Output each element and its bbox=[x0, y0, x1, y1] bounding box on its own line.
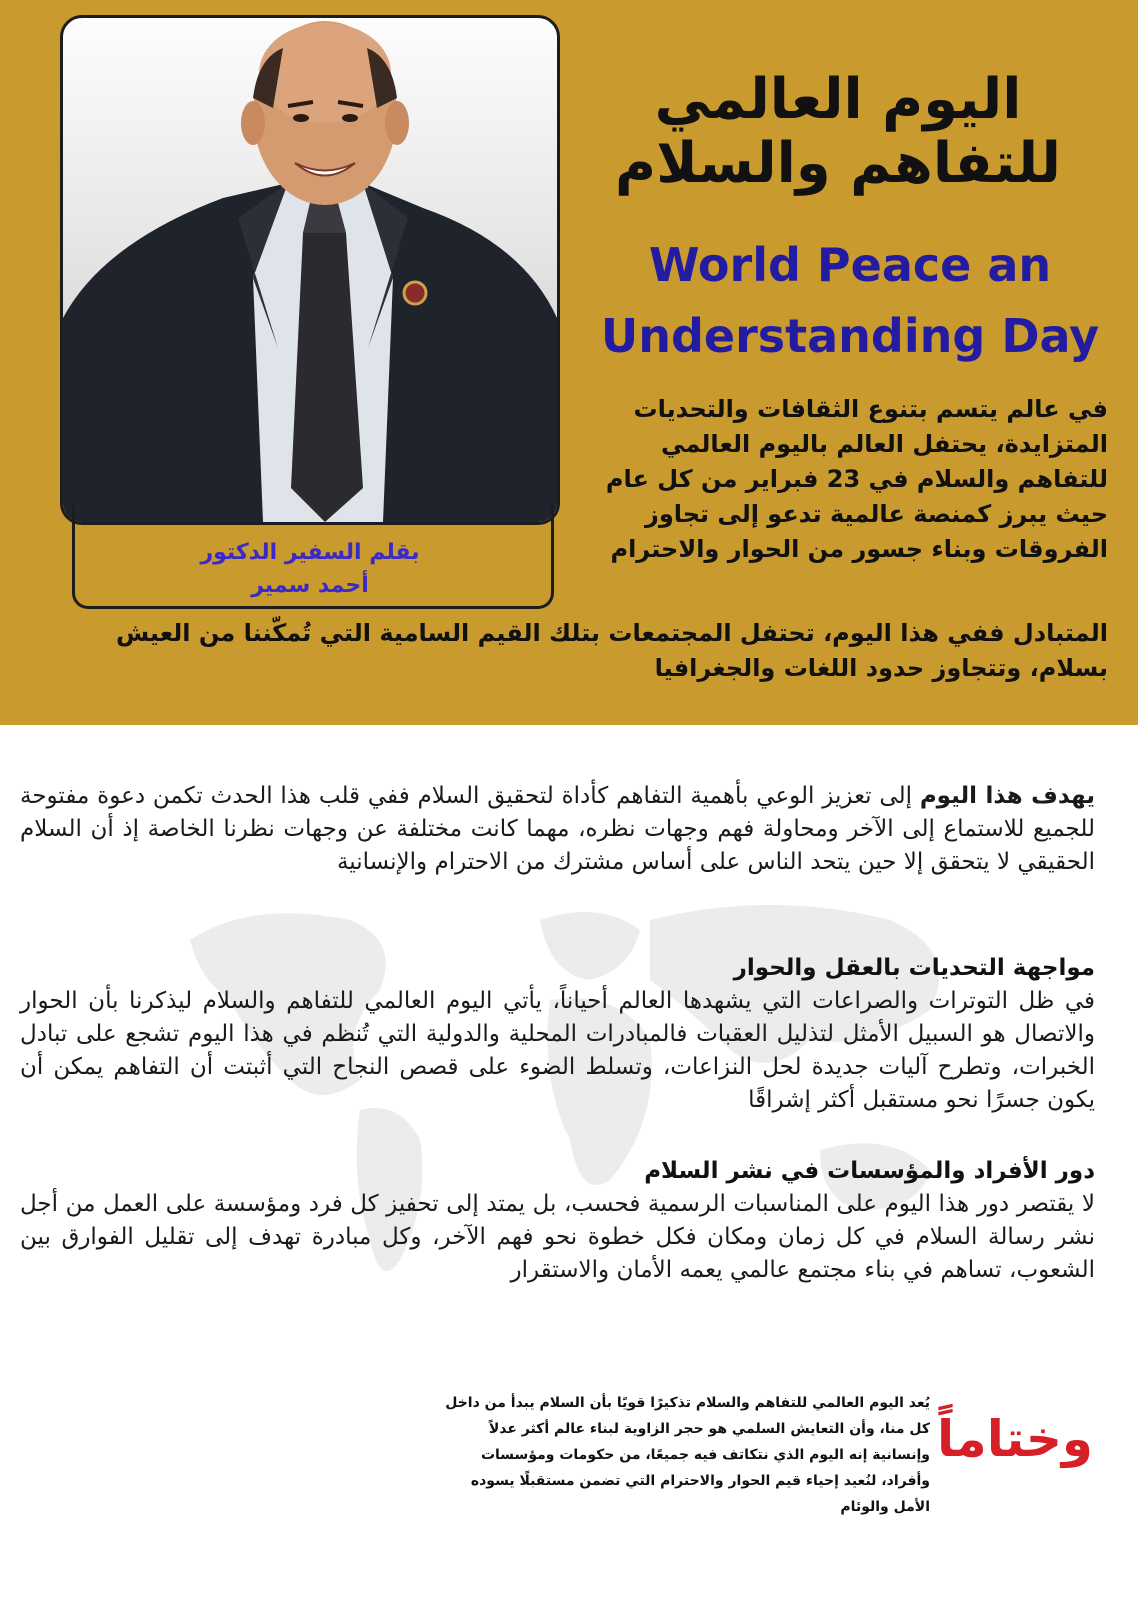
section-purpose-text: إلى تعزيز الوعي بأهمية التفاهم كأداة لتحقيق السلام ففي قلب هذا الحدث تكمن دعوة مفتوحة للجميع للاستماع إلى الآخر ومحاولة فهم وجهات نظره، مهما كانت مختلفة عن وجهات نظرنا الخاصة إذ أن السلام الحقيقي لا يتحقق إلا حين يتحد الناس على أساس مشترك من الاحترام والإنسانية bbox=[20, 783, 1095, 875]
section-purpose bbox=[20, 780, 1095, 879]
author-line-1: بقلم السفير الدكتور bbox=[200, 540, 420, 565]
section-roles-text: لا يقتصر دور هذا اليوم على المناسبات الرسمية فحسب، بل يمتد إلى تحفيز كل فرد ومؤسسة على العمل من أجل نشر رسالة السلام في كل زمان ومكان فكل خطوة نحو فهم الآخر، وكل مبادرة تهدف إلى تقليل الفوارق بين الشعوب، تساهم في بناء مجتمع عالمي يعمه الأمان والاستقرار bbox=[20, 1191, 1095, 1283]
intro-paragraph: في عالم يتسم بتنوع الثقافات والتحديات المتزايدة، يحتفل العالم باليوم العالمي للتفاهم والسلام في 23 فبراير من كل عام حيث يبرز كمنصة عالمية تدعو إلى تجاوز الفروقات وبناء جسور من الحوار والاحترام bbox=[605, 395, 1108, 563]
closing-paragraph: يُعد اليوم العالمي للتفاهم والسلام تذكيرًا قويًا بأن السلام يبدأ من داخل كل منا، وأن التعايش السلمي هو حجر الزاوية لبناء عالم أكثر عدلاً وإنسانية إنه اليوم الذي نتكاتف فيه جميعًا، من حكومات ومؤسسات وأفراد، لنُعيد إحياء قيم الحوار والاحترام التي تضمن مستقبلًا يسوده الأمل والوئام bbox=[445, 1395, 930, 1515]
section-challenges-text: في ظل التوترات والصراعات التي يشهدها العالم أحياناً، يأتي اليوم العالمي للتفاهم والسلام ليذكرنا بأن الحوار والاتصال هو السبيل الأمثل لتذليل العقبات فالمبادرات المحلية والدولية التي تُنظم في هذا اليوم تشجع على تبادل الخبرات، وتطرح آليات جديدة لحل النزاعات، وتسلط الضوء على قصص النجاح التي أثبتت أن التفاهم يمكن أن يكون جسرًا نحو مستقبل أكثر إشراقًا bbox=[20, 988, 1095, 1113]
page-title-english bbox=[590, 230, 1110, 373]
section-purpose-lead: يهدف هذا اليوم bbox=[919, 783, 1095, 809]
author-line-2: أحمد سمير bbox=[251, 573, 369, 598]
title-en-line-1: World Peace an bbox=[648, 238, 1052, 292]
page-title-arabic: اليوم العالمي للتفاهم والسلام bbox=[615, 67, 1061, 197]
section-roles-heading: دور الأفراد والمؤسسات في نشر السلام bbox=[644, 1158, 1095, 1184]
section-roles bbox=[20, 1155, 1095, 1287]
title-en-line-2: Understanding Day bbox=[600, 309, 1100, 364]
author-photo bbox=[60, 15, 560, 525]
section-challenges bbox=[20, 952, 1095, 1117]
closing-heading: وختاماً bbox=[936, 1410, 1094, 1468]
intro-paragraph-continued: المتبادل ففي هذا اليوم، تحتفل المجتمعات بتلك القيم السامية التي تُمكّننا من العيش بسلام، وتتجاوز حدود اللغات والجغرافيا bbox=[115, 619, 1108, 682]
section-challenges-heading: مواجهة التحديات بالعقل والحوار bbox=[733, 955, 1095, 981]
